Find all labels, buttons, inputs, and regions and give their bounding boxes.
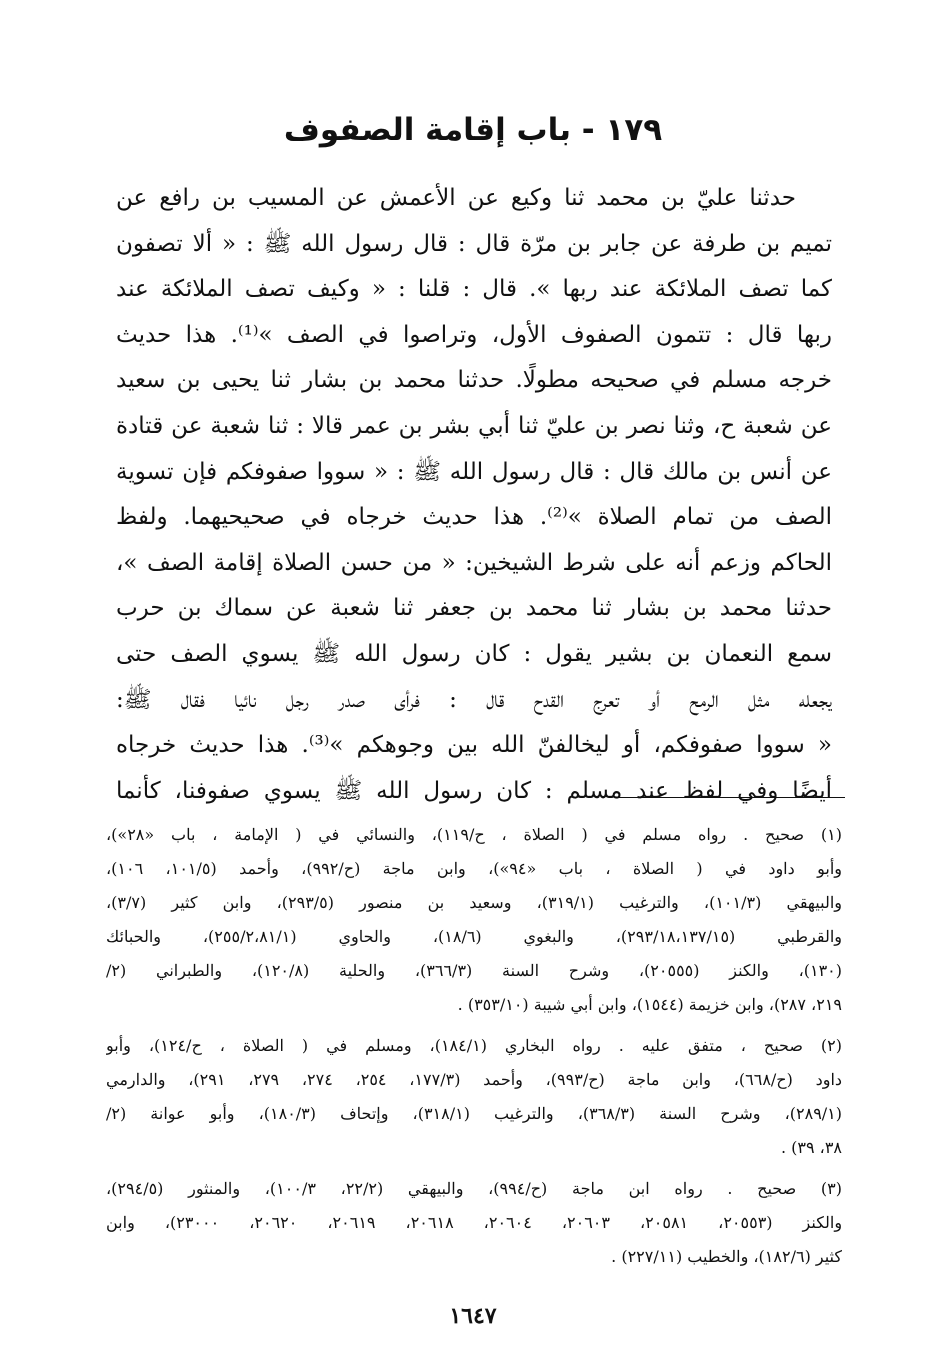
- text-line: الحاكم وزعم أنه على شرط الشيخين: « من حسن الصلاة إقامة الصف »،: [116, 549, 832, 576]
- page-number: ١٦٤٧: [449, 1303, 497, 1329]
- text-line: « سووا صفوفكم، أو ليخالفنّ الله بين وجوهكم »⁽³⁾. هذا حديث خرجاه: [116, 732, 832, 759]
- footnote-line: (١٣٠)، والكنز (٢٠٥٥٥)، وشرح السنة (٣٦٦/٣)، والحلية (١٢٠/٨)، والطبراني (٢/: [106, 961, 842, 980]
- footnotes: [106, 818, 842, 1280]
- text-line: حدثنا محمد بن بشار ثنا محمد بن جعفر ثنا شعبة عن سماك بن حرب: [116, 595, 832, 622]
- chapter-title: ١٧٩ - باب إقامة الصفوف: [283, 112, 663, 148]
- text-line: خرجه مسلم في صحيحه مطولًا. حدثنا محمد بن بشار ثنا يحيى بن سعيد: [116, 367, 832, 394]
- main-text: [116, 176, 832, 814]
- footnote-line: والقرطبي (٢٩٣/١٨،١٣٧/١٥)، والبغوي (١٨/٦)، والحاوي (٢٥٥/٢،٨١/١)، والحبائك: [106, 927, 842, 946]
- footnote-line: والكنز (٢٠٥٥٣، ٢٠٥٨١، ٢٠٦٠٣، ٢٠٦٠٤، ٢٠٦١٨، ٢٠٦١٩، ٢٠٦٢٠، ٢٣٠٠٠)، وابن: [106, 1213, 842, 1232]
- footnote-line: كثير (١٨٢/٦)، والخطيب (٢٢٧/١١) .: [611, 1247, 842, 1266]
- text-line: أيضًا وفي لفظ عند مسلم : كان رسول الله ﷺ يسوي صفوفنا، كأنما: [116, 777, 832, 804]
- text-line: سمع النعمان بن بشير يقول : كان رسول الله ﷺ يسوي الصف حتى: [116, 640, 832, 667]
- text-line: يجعله مثل الرمح أو تعرج القدح قال : فرأى صدر رجل نائيا فقال ﷺ:: [116, 686, 832, 713]
- footnote-line: (٣) صحيح . رواه ابن ماجة (ح/٩٩٤)، والبيهقي (٢٢/٢، ١٠٠/٣)، والمنثور (٢٩٤/٥)،: [106, 1179, 842, 1198]
- text-line: عن شعبة ح، وثنا نصر بن عليّ ثنا أبي بشر بن عمر قالا : ثنا شعبة عن قتادة: [116, 412, 832, 439]
- text-line: كما تصف الملائكة عند ربها ». قال : قلنا : « وكيف تصف الملائكة عند: [116, 276, 832, 303]
- footnote-line: والبيهقي (١٠١/٣)، والترغيب (٣١٩/١)، وسعيد بن منصور (٢٩٣/٥)، وابن كثير (٣/٧)،: [106, 893, 842, 912]
- text-line: الصف من تمام الصلاة »⁽²⁾. هذا حديث خرجاه في صحيحيهما. ولفظ: [116, 504, 832, 531]
- footnote-1: [106, 818, 842, 1022]
- footnote-line: داود (ح/٦٦٨)، وابن ماجة (ح/٩٩٣)، وأحمد (١٧٧/٣، ٢٥٤، ٢٧٤، ٢٧٩، ٢٩١)، والدارمي: [106, 1070, 842, 1089]
- footnote-line: (٢) صحيح ، متفق عليه . رواه البخاري (١٨٤/١)، ومسلم في ( الصلاة ، ح/١٢٤)، وأبو: [106, 1036, 842, 1055]
- footnote-line: (١) صحيح . رواه مسلم في ( الصلاة ، ح/١١٩)، والنسائي في ( الإمامة ، باب «٢٨»)،: [106, 825, 842, 844]
- footnote-separator: [617, 797, 845, 798]
- footnote-line: (٢٨٩/١)، وشرح السنة (٣٦٨/٣)، والترغيب (٣١٨/١)، وإتحاف (١٨٠/٣)، وأبو عوانة (٢/: [106, 1104, 842, 1123]
- footnote-2: [106, 1029, 842, 1165]
- footnote-3: [106, 1172, 842, 1274]
- text-line: عن أنس بن مالك قال : قال رسول الله ﷺ : « سووا صفوفكم فإن تسوية: [116, 458, 832, 485]
- footnote-line: ٣٨، ٣٩) .: [780, 1138, 842, 1157]
- footnote-line: ٢١٩، ٢٨٧)، وابن خزيمة (١٥٤٤)، وابن أبي شيبة (٣٥٣/١٠) .: [457, 995, 842, 1014]
- text-line: حدثنا عليّ بن محمد ثنا وكيع عن الأعمش عن المسيب بن رافع عن: [116, 185, 796, 211]
- footnote-line: وأبو داود في ( الصلاة ، باب «٩٤»)، وابن ماجة (ح/٩٩٢)، وأحمد (١٠١/٥، ١٠٦)،: [106, 859, 842, 878]
- text-line: تميم بن طرفة عن جابر بن مرّة قال : قال رسول الله ﷺ : « ألا تصفون: [116, 230, 832, 257]
- text-line: ربها قال : تتمون الصفوف الأول، وتراصوا في الصف »⁽¹⁾. هذا حديث: [116, 321, 832, 348]
